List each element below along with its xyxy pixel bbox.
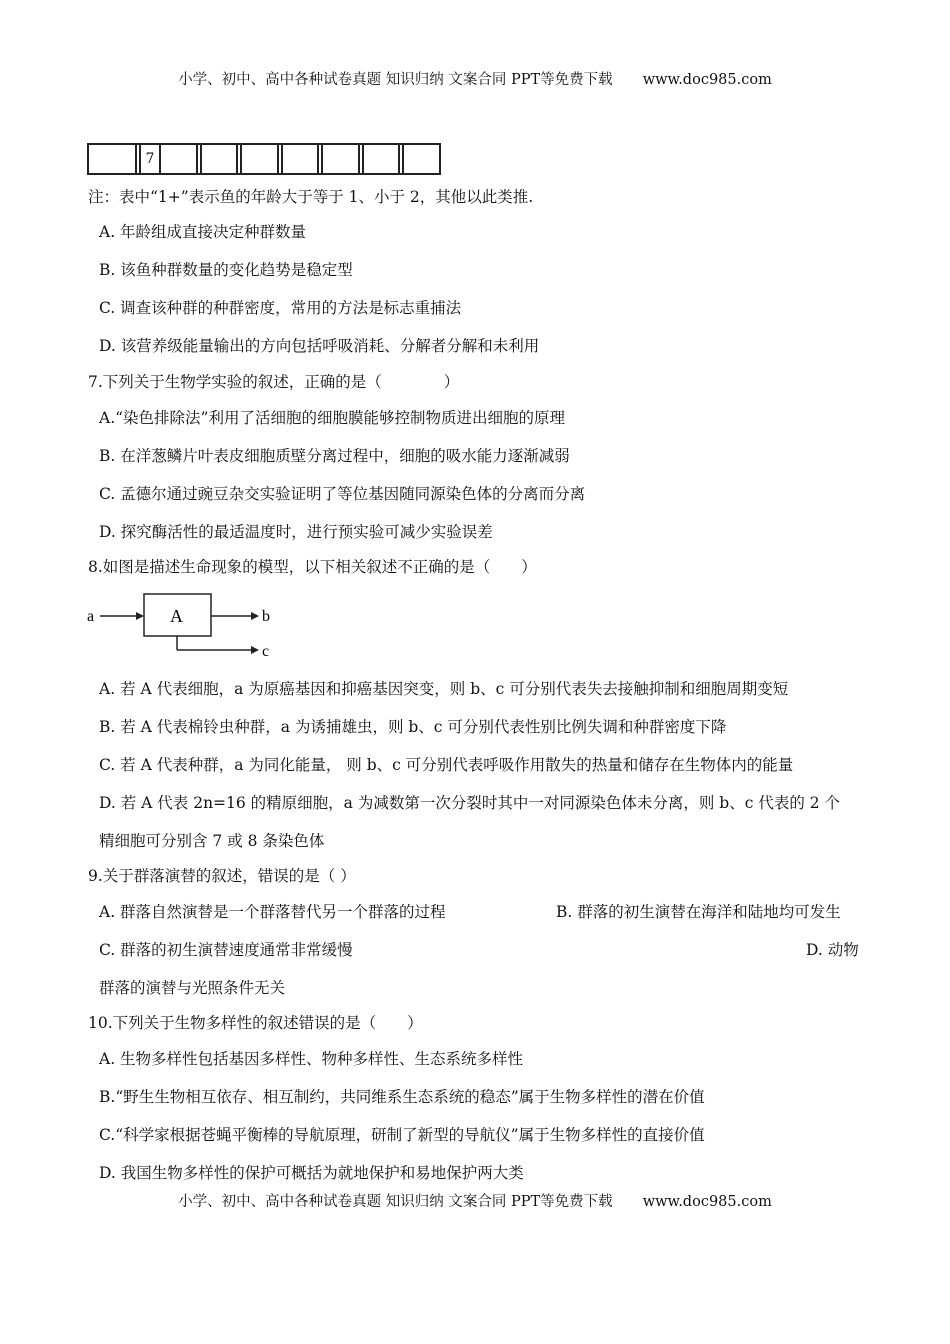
q9-option-a: A. 群落自然演替是一个群落替代另一个群落的过程 [99, 903, 446, 921]
table-cell [160, 144, 197, 174]
table-cell [322, 144, 359, 174]
q7-option-c: C. 孟德尔通过豌豆杂交实验证明了等位基因随同源染色体的分离而分离 [99, 485, 586, 503]
page-header [0, 68, 950, 89]
q6-option-b: B. 该鱼种群数量的变化趋势是稳定型 [99, 261, 353, 279]
life-model-diagram [85, 588, 285, 660]
table-cell-value: 7 [140, 144, 160, 174]
table-row [88, 144, 440, 174]
table-cell [403, 144, 440, 174]
diagram-label-c: c [262, 643, 270, 660]
q7-stem: 7.下列关于生物学实验的叙述，正确的是（ ） [88, 373, 460, 391]
diagram-label-b: b [262, 608, 270, 625]
q6-option-a: A. 年龄组成直接决定种群数量 [99, 223, 307, 241]
q6-option-d: D. 该营养级能量输出的方向包括呼吸消耗、分解者分解和未利用 [99, 337, 540, 355]
q10-option-a: A. 生物多样性包括基因多样性、物种多样性、生态系统多样性 [99, 1050, 524, 1068]
footer-text: 小学、初中、高中各种试卷真题 知识归纳 文案合同 PPT等免费下载 [178, 1194, 613, 1210]
q10-stem: 10.下列关于生物多样性的叙述错误的是（ ） [88, 1014, 423, 1032]
q9-stem: 9.关于群落演替的叙述，错误的是（ ） [88, 867, 356, 885]
q9-option-d-cont: 群落的演替与光照条件无关 [99, 979, 286, 997]
q8-option-a: A. 若 A 代表细胞，a 为原癌基因和抑癌基因突变，则 b、c 可分别代表失去接触抑制和细胞周期变短 [99, 680, 789, 698]
q6-option-c: C. 调查该种群的种群密度，常用的方法是标志重捕法 [99, 299, 462, 317]
q8-option-c: C. 若 A 代表种群，a 为同化能量， 则 b、c 可分别代表呼吸作用散失的热量和储存在生物体内的能量 [99, 756, 794, 774]
q10-option-d: D. 我国生物多样性的保护可概括为就地保护和易地保护两大类 [99, 1164, 524, 1182]
q9-option-c: C. 群落的初生演替速度通常非常缓慢 [99, 941, 353, 959]
q8-option-d-cont: 精细胞可分别含 7 或 8 条染色体 [99, 832, 325, 850]
table-cell [282, 144, 319, 174]
table-cell [241, 144, 278, 174]
q10-option-c: C.“科学家根据苍蝇平衡棒的导航原理，研制了新型的导航仪”属于生物多样性的直接价值 [99, 1126, 705, 1144]
page-footer [0, 1190, 950, 1211]
q9-option-b: B. 群落的初生演替在海洋和陆地均可发生 [556, 903, 841, 921]
diagram-label-a: a [87, 608, 95, 625]
q7-option-b: B. 在洋葱鳞片叶表皮细胞质壁分离过程中，细胞的吸水能力逐渐减弱 [99, 447, 570, 465]
q8-option-d: D. 若 A 代表 2n=16 的精原细胞，a 为减数第一次分裂时其中一对同源染色体未分离，则 b、c 代表的 2 个 [99, 794, 841, 812]
header-text: 小学、初中、高中各种试卷真题 知识归纳 文案合同 PPT等免费下载 [178, 72, 613, 88]
q7-option-d: D. 探究酶活性的最适温度时，进行预实验可减少实验误差 [99, 523, 493, 541]
table-cell [363, 144, 400, 174]
arrowhead-c [251, 646, 259, 654]
diagram-label-A: A [170, 606, 183, 626]
table-cell [88, 144, 136, 174]
header-url: www.doc985.com [642, 72, 772, 88]
q8-option-b: B. 若 A 代表棉铃虫种群，a 为诱捕雄虫，则 b、c 可分别代表性别比例失调和种群密度下降 [99, 718, 727, 736]
table-cell [201, 144, 238, 174]
q7-option-a: A.“染色排除法”利用了活细胞的细胞膜能够控制物质进出细胞的原理 [99, 409, 565, 427]
q8-stem: 8.如图是描述生命现象的模型，以下相关叙述不正确的是（ ） [88, 558, 537, 576]
arrowhead-in [136, 612, 144, 620]
arrowhead-b [251, 612, 259, 620]
q9-option-d: D. 动物 [806, 941, 859, 959]
age-table-fragment [87, 143, 441, 175]
table-note: 注：表中“1+”表示鱼的年龄大于等于 1、小于 2，其他以此类推. [88, 188, 534, 206]
q10-option-b: B.“野生生物相互依存、相互制约，共同维系生态系统的稳态”属于生物多样性的潜在价值 [99, 1088, 705, 1106]
footer-url: www.doc985.com [642, 1194, 772, 1210]
